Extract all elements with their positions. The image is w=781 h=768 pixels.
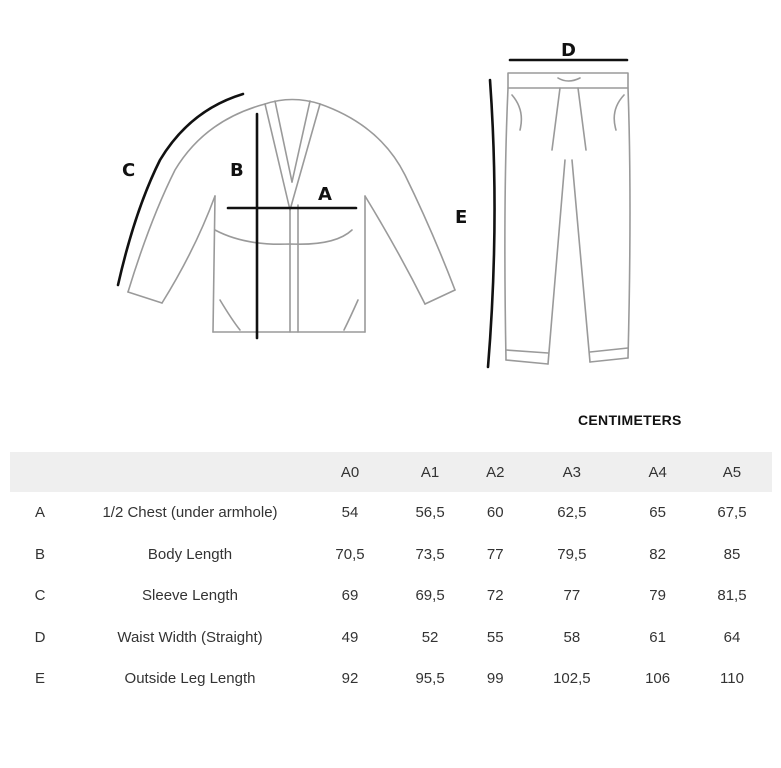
column-header: A0 [340, 463, 360, 481]
row-key: A [34, 504, 45, 522]
table-cell: 77 [486, 545, 504, 563]
table-cell: 52 [421, 628, 439, 646]
table-row [10, 658, 772, 700]
table-cell: 49 [341, 628, 359, 646]
table-cell: 79 [649, 587, 666, 605]
table-cell: 69,5 [415, 587, 445, 605]
table-cell: 110 [720, 670, 744, 688]
table-cell: 82 [649, 545, 666, 563]
table-cell: 102,5 [553, 670, 591, 688]
table-row [10, 492, 772, 534]
column-header: A3 [562, 463, 582, 481]
row-label: Waist Width (Straight) [117, 628, 263, 646]
column-header: A1 [420, 463, 440, 481]
table-row [10, 575, 772, 617]
row-key: D [34, 628, 46, 646]
row-label: Body Length [147, 545, 233, 563]
table-cell: 106 [645, 670, 671, 688]
table-cell: 99 [486, 670, 504, 688]
table-row [10, 534, 772, 576]
units-label: CENTIMETERS [578, 412, 682, 428]
row-key: C [34, 587, 46, 605]
table-cell: 77 [563, 587, 581, 605]
table-cell: 79,5 [557, 545, 587, 563]
column-header: A2 [486, 463, 505, 481]
table-cell: 95,5 [415, 670, 445, 688]
table-cell: 85 [723, 545, 741, 563]
measure-line-c [118, 94, 243, 285]
column-header: A4 [648, 463, 667, 481]
header-blank [70, 452, 310, 492]
label-d: D [561, 40, 576, 61]
table-cell: 65 [649, 504, 666, 522]
table-header-row [10, 452, 772, 492]
table-cell: 69 [341, 587, 359, 605]
size-chart-table [10, 452, 772, 700]
table-cell: 56,5 [415, 504, 445, 522]
label-c: C [122, 160, 136, 181]
size-diagram [0, 0, 781, 380]
table-cell: 73,5 [415, 545, 445, 563]
label-e: E [455, 207, 468, 228]
header-blank [10, 452, 70, 492]
table-cell: 64 [723, 628, 741, 646]
table-cell: 62,5 [557, 504, 587, 522]
table-cell: 81,5 [717, 587, 747, 605]
table-cell: 72 [486, 587, 504, 605]
table-cell: 60 [486, 504, 504, 522]
table-cell: 92 [341, 670, 359, 688]
row-key: E [34, 670, 45, 688]
row-label: 1/2 Chest (under armhole) [102, 504, 278, 522]
label-a: A [318, 184, 332, 205]
row-key: B [34, 545, 45, 563]
row-label: Sleeve Length [142, 587, 238, 605]
table-cell: 70,5 [335, 545, 365, 563]
measure-line-e [488, 80, 495, 367]
table-cell: 55 [486, 628, 504, 646]
table-cell: 67,5 [717, 504, 747, 522]
table-cell: 61 [649, 628, 666, 646]
table-cell: 58 [563, 628, 581, 646]
jacket-illustration [128, 100, 455, 333]
label-b: B [230, 160, 244, 181]
column-header: A5 [722, 463, 742, 481]
row-label: Outside Leg Length [124, 670, 256, 688]
table-cell: 54 [341, 504, 359, 522]
table-row [10, 617, 772, 659]
pants-illustration [505, 73, 630, 364]
measurement-lines [118, 60, 627, 367]
